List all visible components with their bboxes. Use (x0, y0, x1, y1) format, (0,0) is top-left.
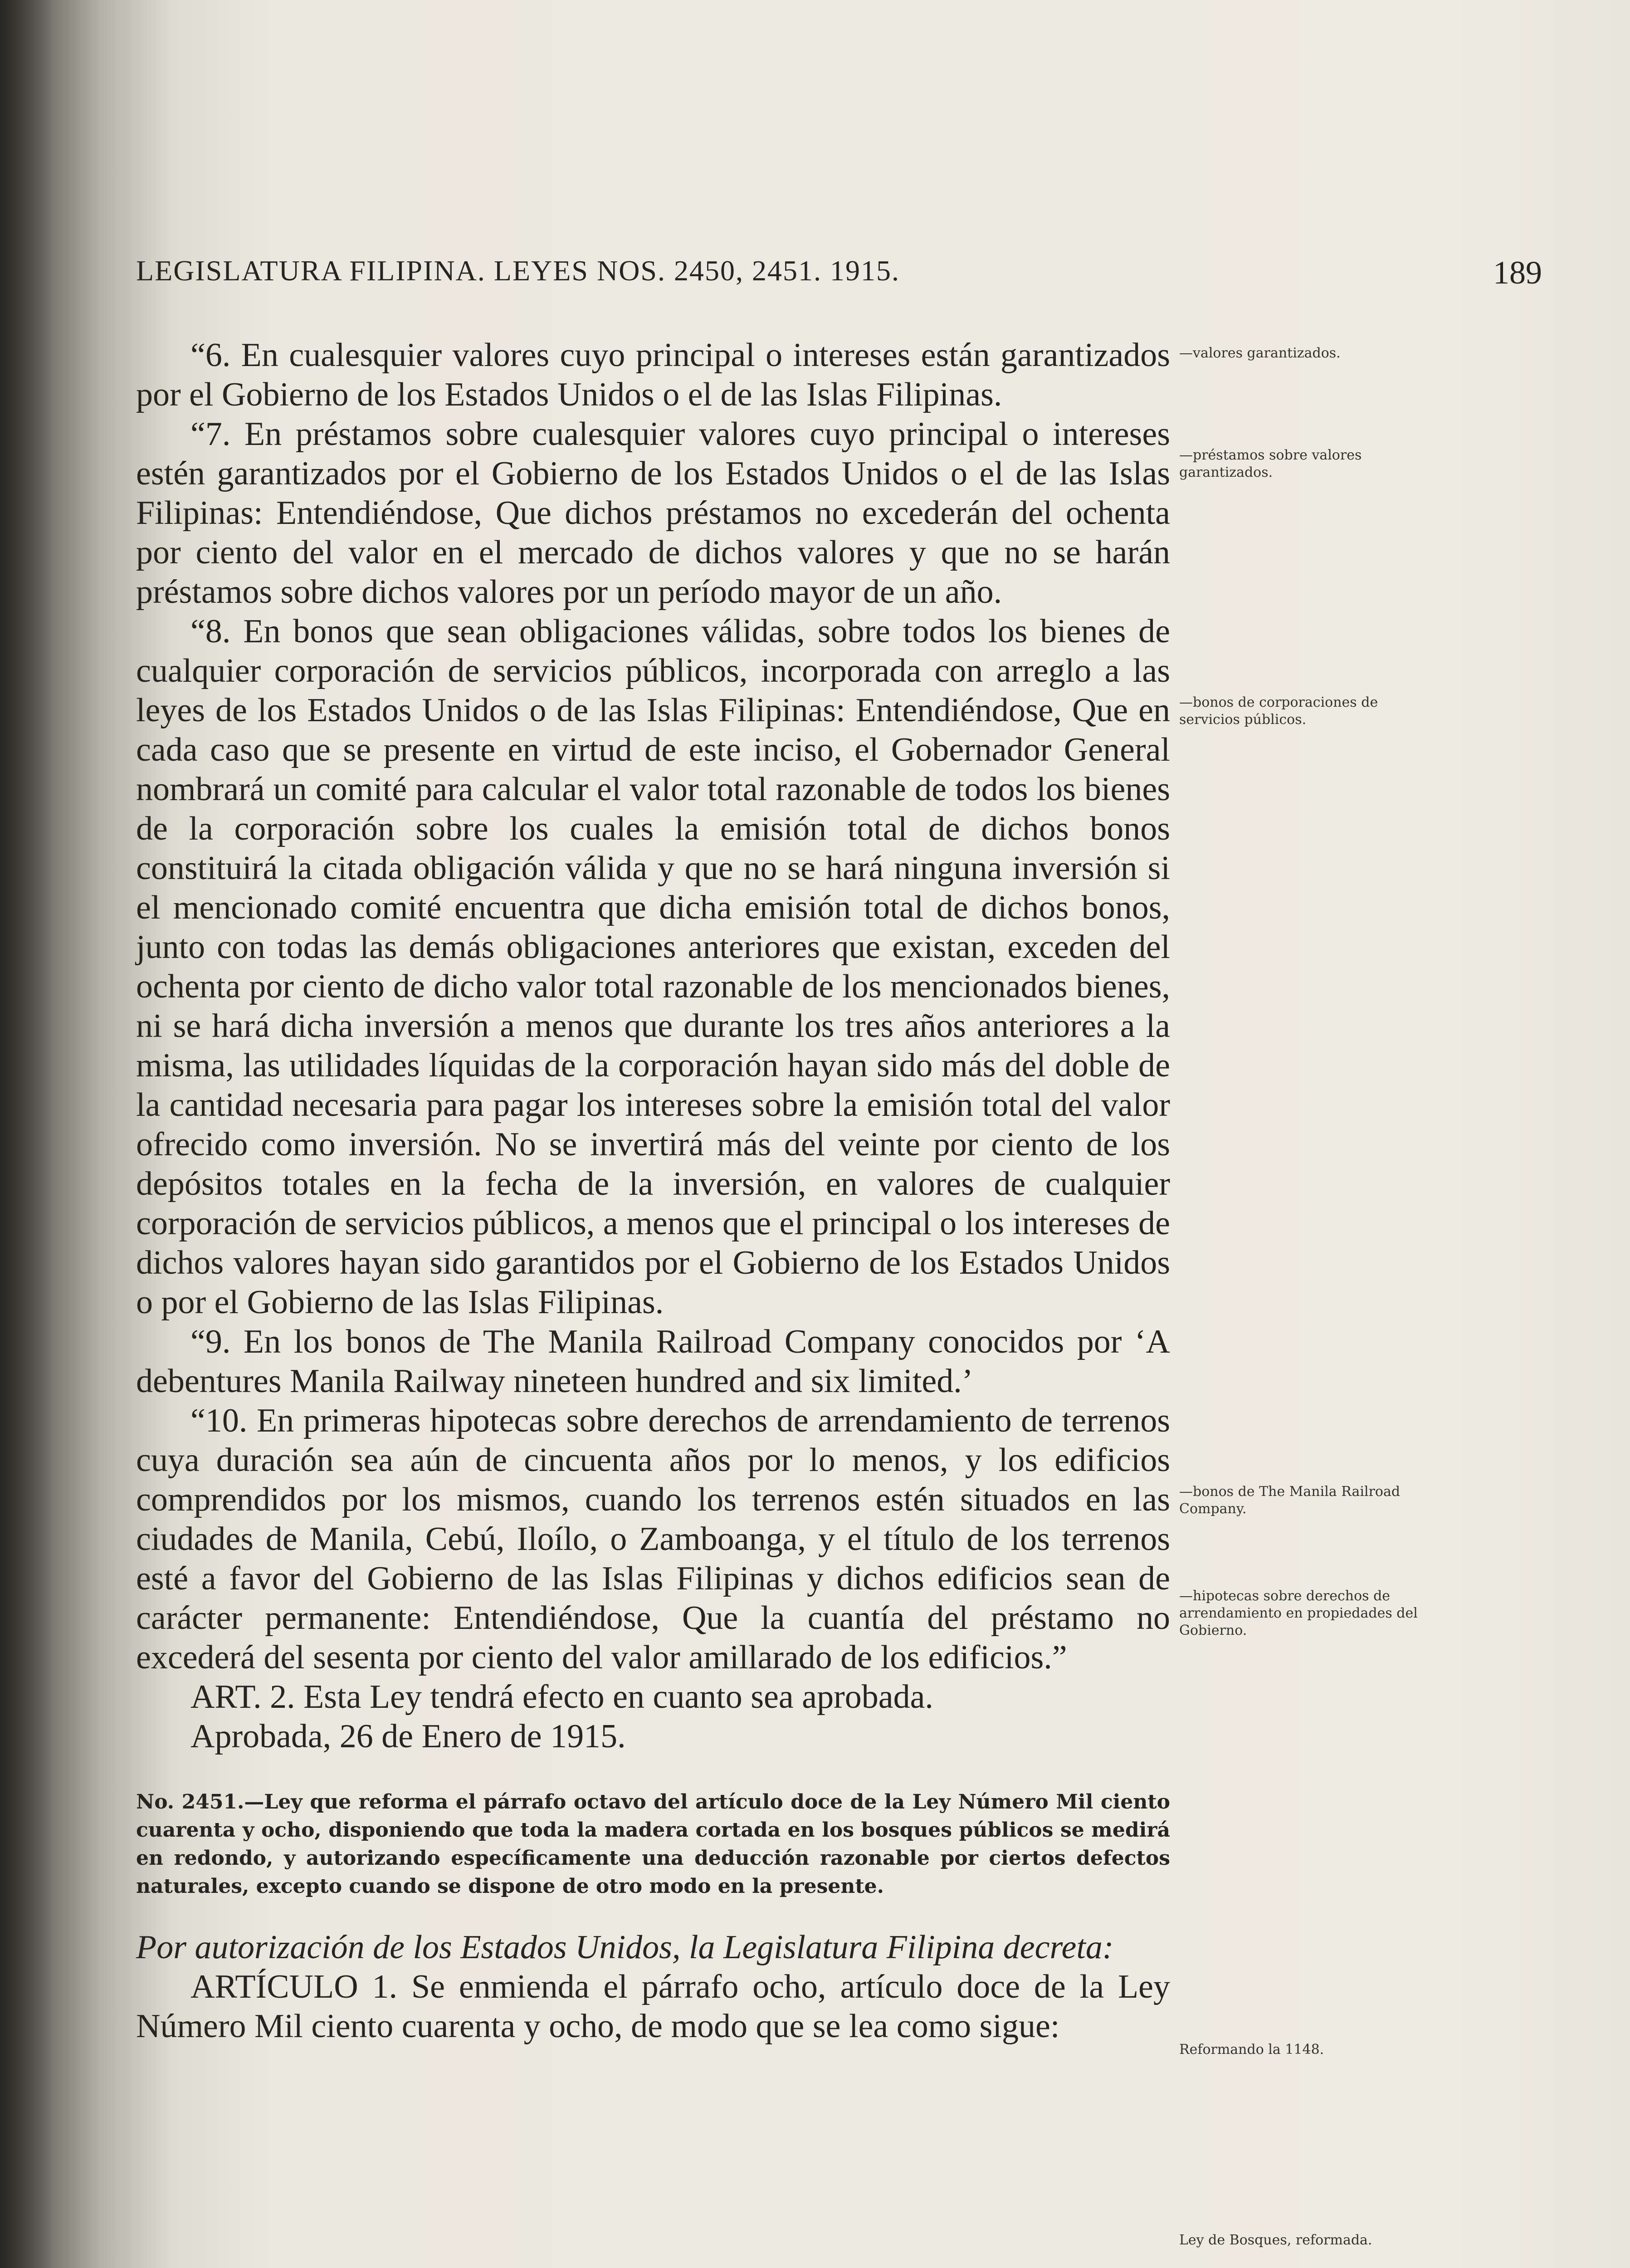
margin-note-ley-bosques: Ley de Bosques, reformada. (1179, 2232, 1372, 2248)
paragraph-10: “10. En primeras hipotecas sobre derechos de arrendamiento de terrenos cuya duración sea aún de cincuenta años por lo menos, y los edificios comprendidos por los mismos, cuando los terrenos estén situados en las ciudades de Manila, Cebú, Iloílo, o Zamboanga, y el título de los terrenos esté a favor del Gobierno de las Islas Filipinas y dichos edificios sean de carácter permanente: Entendiéndose, Que la cuantía del préstamo no excederá del sesenta por ciento del valor amillarado de los edificios.” (136, 1402, 1170, 1676)
paragraph-8: “8. En bonos que sean obligaciones válidas, sobre todos los bienes de cualquier corporación de servicios públicos, incorporada con arreglo a las leyes de los Estados Unidos o de las Islas Filipinas: Entendiéndose, Que en cada caso que se presente en virtud de este inciso, el Gobernador General nombrará un comité para calcular el valor total razonable de todos los bienes de la corporación sobre los cuales la emisión total de dichos bonos constituirá la citada obligación válida y que no se hará ninguna inversión si el mencionado comité encuentra que dicha emisión total de dichos bonos, junto con todas las demás obligaciones anteriores que existan, exceden del ochenta por ciento de dicho valor total razonable de los mencionados bienes, ni se hará dicha inversión a menos que durante los tres años anteriores a la misma, las utilidades líquidas de la corporación hayan sido más del doble de la cantidad necesaria para pagar los intereses sobre la emisión total del valor ofrecido como inversión. No se invertirá más del veinte por ciento de los depósitos totales en la fecha de la inversión, en valores de cualquier corporación de servicios públicos, a menos que el principal o los intereses de dichos valores hayan sido garantidos por el Gobierno de los Estados Unidos o por el Gobierno de las Islas Filipinas. (136, 613, 1170, 1321)
approval-date: Aprobada, 26 de Enero de 1915. (190, 1718, 626, 1755)
margin-note-hipotecas: —hipotecas sobre derechos de arrendamiento en propiedades del Gobierno. (1179, 1588, 1418, 1638)
gutter-shadow (0, 0, 54, 2268)
article-1 (136, 1967, 1170, 2046)
article-2 (136, 1677, 1170, 1717)
enacting-clause: Por autorización de los Estados Unidos, la Legislatura Filipina decreta: (136, 1929, 1114, 1966)
law-2451-summary-text: —Ley que reforma el párrafo octavo del artículo doce de la Ley Número Mil ciento cuarenta y ocho, disponiendo que toda la madera cortada en los bosques públicos se medirá en redondo, y autorizando específicamente una deducción razonable por ciertos defectos naturales, excepto cuando se dispone de otro modo en la presente. (136, 1790, 1170, 1898)
running-head (136, 254, 1542, 308)
margin-note-bonos-corporaciones: —bonos de corporaciones de servicios públicos. (1179, 694, 1378, 728)
margin-note-reformando: Reformando la 1148. (1179, 2042, 1324, 2058)
margin-note-bonos-railroad: —bonos de The Manila Railroad Company. (1179, 1484, 1401, 1517)
main-text (136, 336, 1170, 2046)
running-head-title: LEGISLATURA FILIPINA. LEYES NOS. 2450, 2451. 1915. (136, 254, 900, 287)
article-2-label: ART. 2. (190, 1678, 295, 1716)
page-number: 189 (1493, 254, 1542, 291)
paragraph-6: “6. En cualesquier valores cuyo principal o intereses están garantizados por el Gobierno de los Estados Unidos o el de las Islas Filipinas. (136, 337, 1170, 413)
article-1-text: Se enmienda el párrafo ocho, artículo doce de la Ley Número Mil ciento cuarenta y ocho, de modo que se lea como sigue: (136, 1968, 1171, 2045)
law-2451-number: No. 2451. (136, 1790, 244, 1813)
margin-note-prestamos: —préstamos sobre valores garantizados. (1179, 447, 1362, 480)
article-2-text: Esta Ley tendrá efecto en cuanto sea aprobada. (303, 1678, 933, 1716)
article-1-label: ARTÍCULO 1. (190, 1968, 398, 2005)
law-2451-summary (136, 1788, 1170, 1901)
margin-note-valores: —valores garantizados. (1179, 345, 1341, 361)
paragraph-7: “7. En préstamos sobre cualesquier valores cuyo principal o intereses estén garantizados por el Gobierno de los Estados Unidos o el de las Islas Filipinas: Entendiéndose, Que dichos préstamos no excederán del ochenta por ciento del valor en el mercado de dichos valores y que no se harán préstamos sobre dichos valores por un período mayor de un año. (136, 415, 1170, 611)
paragraph-9: “9. En los bonos de The Manila Railroad Company conocidos por ‘A debentures Manila Railway nineteen hundred and six limited.’ (136, 1323, 1170, 1400)
